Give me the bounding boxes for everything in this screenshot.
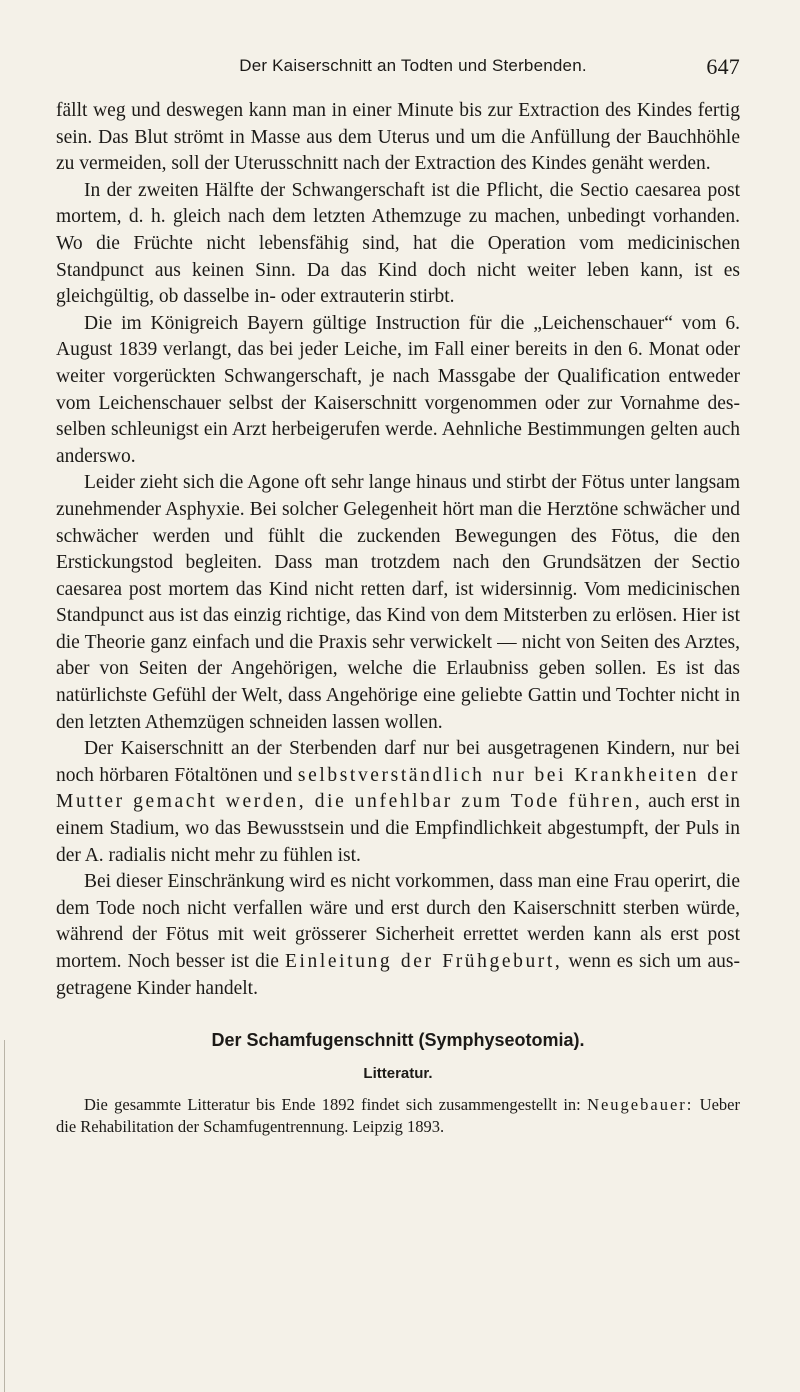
running-title: Der Kaiserschnitt an Todten und Sterbenden. bbox=[239, 56, 587, 75]
literature-note bbox=[56, 1094, 740, 1138]
literature-heading: Litteratur. bbox=[363, 1065, 433, 1083]
section-heading: Der Schamfugenschnitt (Symphyseotomia). bbox=[211, 1030, 585, 1051]
paragraph-2: In der zweiten Hälfte der Schwangerschaft ist die Pflicht, die Sectio caesarea post mortem, d. h. gleich nach dem letzten Athemzuge zu machen, unbedingt vorhanden. Wo die Früchte nicht lebensfähig sind, hat die Operation vom medicinischen Standpunct aus keinen Sinn. Da das Kind doch nicht weiter leben kann, ist es gleichgültig, ob dasselbe in- oder extrauterin stirbt. bbox=[56, 179, 740, 308]
paragraph-3: Die im Königreich Bayern gültige Instruction für die „Leichenschauer“ vom 6. August 1839 verlangt, das bei jeder Leiche, im Fall einer bereits in den 6. Monat oder weiter vorgerückten Schwangerschaft, je nach Massgabe der Qualification entweder vom Leichenschauer selbst der Kaiserschnitt vorgenommen oder zur Vornahme desselben schleunigst ein Arzt herbeigerufen werde. Aehnliche Bestimmungen gelten auch anderswo. bbox=[56, 312, 740, 467]
paragraph-6 bbox=[56, 869, 740, 1002]
paragraph-5-end: auch erst in einem Stadium, wo das Bewusstsein und die Empfindlichkeit abgestumpft, der Puls in der A. radialis nicht mehr zu fühlen ist. bbox=[56, 791, 740, 866]
literature-start: Die gesammte Litteratur bis Ende 1892 findet sich zusammengestellt in: bbox=[84, 1095, 588, 1115]
page-number: 647 bbox=[706, 54, 740, 79]
paragraph-6-end: wenn es sich um ausgetragene Kinder handelt. bbox=[56, 951, 740, 999]
literature-author: Neugebauer: bbox=[587, 1095, 694, 1115]
paragraph-6-start: Bei dieser Einschränkung wird es nicht vorkommen, dass man eine Frau operirt, die dem Tode noch nicht verfallen wäre und erst durch den Kaiserschnitt sterben würde, während der Fötus mit weit grösserer Sicherheit errettet werden kann als erst post mortem. Noch besser ist die bbox=[56, 871, 740, 972]
paragraph-1: fällt weg und deswegen kann man in einer Minute bis zur Extraction des Kindes fertig sein. Das Blut strömt in Masse aus dem Uterus und um die Anfüllung der Bauchhöhle zu vermeiden, soll der Uterusschnitt nach der Extraction des Kindes genäht werden. bbox=[56, 100, 740, 175]
paragraph-5-start: Der Kaiserschnitt an der Sterbenden darf nur bei ausgetragenen Kindern, nur bei noch hörbaren Fötaltönen und bbox=[56, 738, 740, 786]
body-text bbox=[56, 98, 740, 1002]
literature-paragraph bbox=[56, 1094, 740, 1138]
paragraph-5-emphasis: selbstverständlich nur bei Krankheiten der Mutter gemacht werden, die unfehlbar zum Tode führen, bbox=[56, 764, 740, 813]
paragraph-5 bbox=[56, 736, 740, 869]
paragraph-4: Leider zieht sich die Agone oft sehr lange hinaus und stirbt der Fötus unter langsam zunehmender Asphyxie. Bei solcher Gelegenheit hört man die Herztöne schwächer und schwächer werden und fühlt die zuckenden Bewegungen des Fötus, die den Erstickungstod begleiten. Dass man trotzdem nach den Grundsätzen der Sectio caesarea post mortem das Kind nicht retten darf, ist widersinnig. Vom medicinischen Standpunct aus ist das einzig richtige, das Kind von dem Mitsterben zu erlösen. Hier ist die Theorie ganz einfach und die Praxis sehr verwickelt — nicht von Seiten des Arztes, aber von Seiten der Angehörigen, welche die Erlaubniss geben sollen. Es ist das natürlichste Gefühl der Welt, dass Angehörige eine geliebte Gattin und Tochter nicht in den letzten Athemzügen schneiden lassen wollen. bbox=[56, 472, 740, 733]
paragraph-6-emphasis: Einleitung der Frühgeburt, bbox=[285, 951, 563, 972]
literature-end: Ueber die Rehabilitation der Schamfugentrennung. Leipzig 1893. bbox=[56, 1095, 740, 1137]
running-head bbox=[56, 54, 740, 84]
page-edge-shadow bbox=[4, 1040, 5, 1392]
